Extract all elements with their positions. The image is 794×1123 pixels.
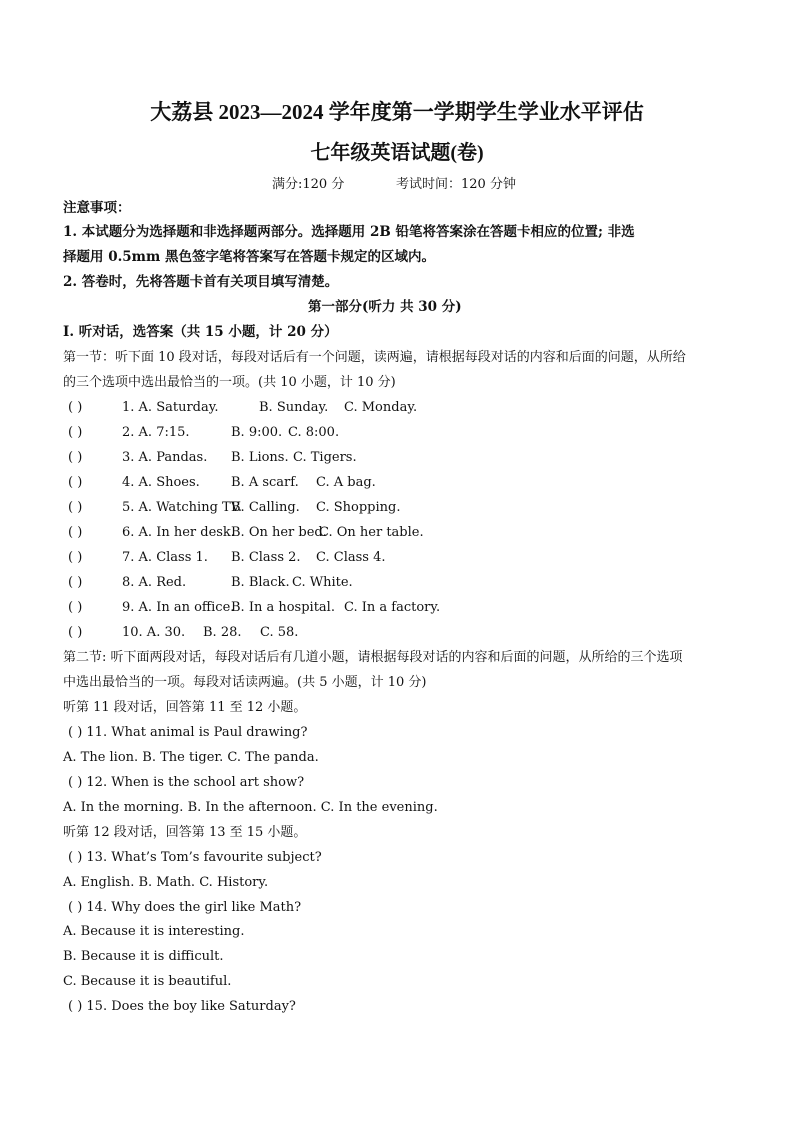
- question-2: ( ) 2. A. 7:15. B. 9:00. C. 8:00.: [68, 425, 340, 440]
- question-13-stem: ( ) 13. What’s Tom’s favourite subject?: [68, 850, 322, 865]
- sub2-instructions-line-1: 第二节: 听下面两段对话，每段对话后有几道小题，请根据每段对话的内容和后面的问题，从所给的三个选项: [63, 650, 683, 665]
- sub1-instructions-line-1: 第一节：听下面 10 段对话，每段对话后有一个问题，读两遍，请根据每段对话的内容和后面的问题，从所给: [63, 350, 686, 365]
- question-8: ( ) 8. A. Red. B. Black. C. White.: [68, 575, 353, 590]
- section1-heading: Ⅰ. 听对话，选答案（共 15 小题，计 20 分）: [63, 324, 338, 340]
- question-5: ( ) 5. A. Watching TV. B. Calling. C. Shopping.: [68, 500, 401, 515]
- question-6: ( ) 6. A. In her desk. B. On her bed. C. On her table.: [68, 525, 424, 540]
- sub1-instructions-line-2: 的三个选项中选出最恰当的一项。(共 10 小题，计 10 分): [63, 375, 396, 390]
- dialog-11-instruction: 听第 11 段对话，回答第 11 至 12 小题。: [63, 700, 307, 715]
- question-12-options: A. In the morning. B. In the afternoon. C. In the evening.: [63, 800, 438, 815]
- dialog-12-instruction: 听第 12 段对话，回答第 13 至 15 小题。: [63, 825, 307, 840]
- question-11-options: A. The lion. B. The tiger. C. The panda.: [63, 750, 319, 765]
- exam-time: 考试时间：120 分钟: [396, 177, 516, 192]
- question-14-option-b: B. Because it is difficult.: [63, 949, 224, 964]
- question-15-stem: ( ) 15. Does the boy like Saturday?: [68, 999, 296, 1014]
- question-11-stem: ( ) 11. What animal is Paul drawing?: [68, 725, 308, 740]
- question-14-option-a: A. Because it is interesting.: [63, 924, 245, 939]
- sub2-instructions-line-2: 中选出最恰当的一项。每段对话读两遍。(共 5 小题，计 10 分): [63, 675, 427, 690]
- notes-heading: 注意事项：: [63, 200, 131, 216]
- question-9: ( ) 9. A. In an office. B. In a hospital. C. In a factory.: [68, 600, 441, 615]
- question-10: ( ) 10. A. 30. B. 28. C. 58.: [68, 625, 299, 640]
- question-14-option-c: C. Because it is beautiful.: [63, 974, 232, 989]
- question-7: ( ) 7. A. Class 1. B. Class 2. C. Class 4.: [68, 550, 386, 565]
- question-12-stem: ( ) 12. When is the school art show?: [68, 775, 305, 790]
- question-1: ( ) 1. A. Saturday. B. Sunday. C. Monday.: [68, 400, 418, 415]
- exam-subtitle: 七年级英语试题(卷): [310, 142, 484, 164]
- note-item-1-line-1: 1. 本试题分为选择题和非选择题两部分。选择题用 2B 铅笔将答案涂在答题卡相应的位置; 非选: [63, 224, 635, 240]
- part1-heading: 第一部分(听力 共 30 分): [308, 299, 462, 315]
- question-4: ( ) 4. A. Shoes. B. A scarf. C. A bag.: [68, 475, 376, 490]
- question-14-stem: ( ) 14. Why does the girl like Math?: [68, 900, 302, 915]
- question-3: ( ) 3. A. Pandas. B. Lions. C. Tigers.: [68, 450, 357, 465]
- exam-title: 大荔县 2023—2024 学年度第一学期学生学业水平评估: [150, 100, 644, 124]
- question-13-options: A. English. B. Math. C. History.: [63, 875, 269, 890]
- note-item-1-line-2: 择题用 0.5mm 黑色签字笔将答案写在答题卡规定的区域内。: [63, 249, 435, 265]
- note-item-2: 2. 答卷时，先将答题卡首有关项目填写清楚。: [63, 274, 339, 290]
- full-score: 满分:120 分: [272, 177, 345, 192]
